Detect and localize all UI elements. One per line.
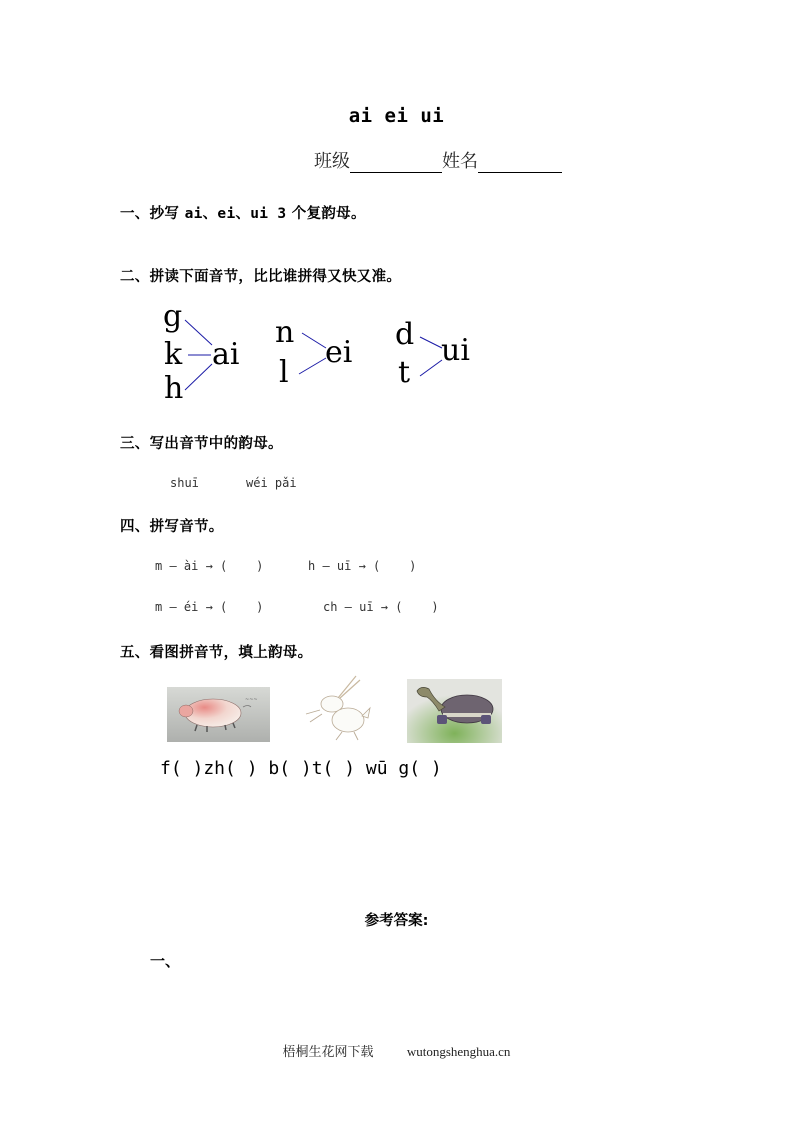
final-ai: ai: [212, 337, 240, 372]
footer-site-url: wutongshenghua.cn: [406, 1044, 511, 1059]
spell-item-m-ai: m — ài → ( ): [155, 559, 264, 573]
section-3-heading: 三、写出音节中的韵母。: [120, 436, 283, 452]
final-ei: ei: [325, 335, 353, 370]
class-name-row: [314, 147, 562, 173]
final-ui: ui: [441, 333, 470, 368]
picture-fill-blanks: f( )zh( ) b( )t( ) wū g( ): [160, 758, 442, 779]
section-1-heading-finals: ai、ei、ui 3: [184, 206, 287, 222]
section-4-heading: 四、拼写音节。: [120, 519, 224, 535]
initial-g: g: [163, 299, 183, 334]
spell-item-h-ui: h — uī → ( ): [308, 559, 417, 573]
answers-title: 参考答案:: [364, 913, 429, 929]
answer-item-1: 一、: [150, 952, 181, 970]
initial-k: k: [164, 337, 183, 372]
spell-item-ch-ui: ch — uī → ( ): [323, 600, 439, 614]
pinyin-spelling-diagram: [155, 300, 485, 410]
name-label: 姓名: [442, 151, 478, 172]
syllable-wei-pai: wéi pǎi: [246, 476, 297, 490]
name-blank-field[interactable]: [478, 154, 562, 173]
initial-d: d: [395, 317, 415, 352]
initial-n: n: [275, 315, 295, 350]
page-footer: [0, 1041, 793, 1060]
section-5-heading: 五、看图拼音节，填上韵母。: [120, 645, 313, 661]
section-2-heading: 二、拼读下面音节，比比谁拼得又快又准。: [120, 269, 402, 285]
class-blank-field[interactable]: [350, 154, 442, 173]
class-label: 班级: [314, 151, 350, 172]
rabbit-picture: [298, 672, 378, 744]
connector-lines: [155, 300, 485, 410]
syllable-shui: shuī: [170, 476, 199, 490]
spell-item-m-ei: m — éi → ( ): [155, 600, 264, 614]
section-1-heading: [120, 202, 366, 223]
initial-h: h: [164, 371, 184, 406]
initial-l: l: [279, 355, 289, 390]
section-1-heading-suffix: 个复韵母。: [291, 206, 366, 222]
initial-t: t: [398, 355, 411, 390]
turtle-picture: [407, 679, 502, 743]
page-title: ai ei ui: [348, 105, 445, 127]
footer-site-name: 梧桐生花网下载: [282, 1044, 374, 1059]
svg-text:~~~: ~~~: [245, 697, 258, 703]
pig-picture: [167, 687, 270, 742]
section-1-heading-prefix: 一、抄写: [120, 206, 180, 222]
